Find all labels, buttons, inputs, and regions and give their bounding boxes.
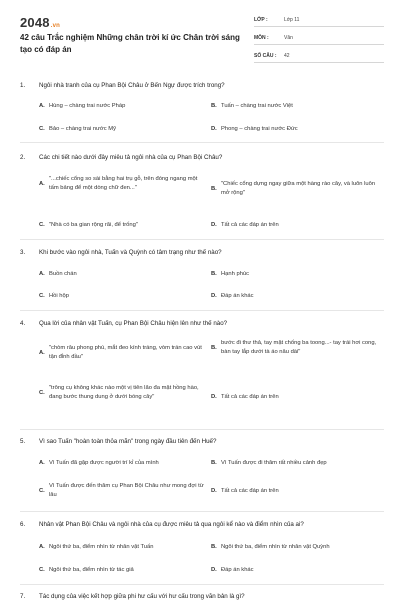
meta-panel — [254, 13, 384, 67]
meta-row-class — [254, 13, 384, 27]
meta-key: SỐ CÂU : — [254, 52, 277, 59]
option-c[interactable]: C. "Nhà có ba gian rộng rãi, để trống" — [39, 222, 138, 228]
option-a[interactable]: A. Hùng – chàng trai nước Pháp — [39, 103, 126, 109]
question-5: 5. Vì sao Tuấn "hoàn toàn thỏa mãn" trong ngày đầu tiên đến Huế? — [20, 438, 217, 445]
question-4: 4. Qua lời của nhân vật Tuấn, cụ Phan Bội Châu hiện lên như thế nào? — [20, 320, 228, 327]
option-d[interactable]: D. Phong – chàng trai nước Đức — [211, 126, 298, 132]
option-a[interactable]: A. "...chiếc cổng so sài bằng hai trụ gỗ, trên đóng ngang một tấm bảng để một dòng chữ đen..." — [39, 176, 198, 191]
option-c[interactable]: C. Vì Tuấn được đến thăm cụ Phan Bội Châu như mong đợi từ lâu — [39, 483, 204, 498]
meta-value: Văn — [284, 34, 293, 41]
option-d[interactable]: D. Tất cả các đáp án trên — [211, 222, 279, 228]
site-logo[interactable]: 2048.vn — [20, 15, 61, 30]
option-a[interactable]: A. Vì Tuấn đã gặp được người trí kỉ của mình — [39, 460, 159, 466]
option-b[interactable]: B. Tuấn – chàng trai nước Việt — [211, 103, 293, 109]
option-d[interactable]: D. Tất cả các đáp án trên — [211, 394, 279, 400]
meta-key: LỚP : — [254, 16, 268, 23]
question-3: 3. Khi bước vào ngôi nhà, Tuấn và Quỳnh có tâm trạng như thế nào? — [20, 249, 222, 256]
meta-row-count — [254, 49, 384, 63]
option-b[interactable]: B. Ngôi thứ ba, điểm nhìn từ nhân vật Quỳnh — [211, 544, 330, 550]
divider — [20, 584, 384, 585]
divider — [20, 429, 384, 430]
meta-row-subject — [254, 31, 384, 45]
option-b[interactable]: B. Vì Tuấn được đi thăm rất nhiều cảnh đẹp — [211, 460, 327, 466]
option-a[interactable]: A. Buồn chán — [39, 271, 77, 277]
option-a[interactable]: A. "chòm râu phong phú, mắt đeo kính tráng, vòm trán cao vút tận đỉnh đầu" — [39, 345, 202, 360]
divider — [20, 239, 384, 240]
option-c[interactable]: C. "trông cụ không khác nào một vị tiên lão đa mặt hồng hào, đang bước thung dung ở dưới bóng cây" — [39, 385, 199, 400]
divider — [20, 310, 384, 311]
question-2: 2. Các chi tiết nào dưới đây miêu tả ngôi nhà của cụ Phan Bội Châu? — [20, 154, 223, 161]
question-1: 1. Ngôi nhà tranh của cụ Phan Bội Châu ở Bến Ngự được trích trong? — [20, 82, 225, 89]
option-a[interactable]: A. Ngôi thứ ba, điểm nhìn từ nhân vật Tuấn — [39, 544, 154, 550]
option-c[interactable]: C. Hồi hộp — [39, 293, 69, 299]
page-title: 42 câu Trắc nghiệm Những chân trời kí ức Chân trời sáng tạo có đáp án — [20, 33, 240, 54]
question-7: 7. Tác dụng của việc kết hợp giữa phi hư cấu với hư cấu trong văn bản là gì? — [20, 593, 245, 600]
meta-value: 42 — [284, 52, 290, 59]
option-d[interactable]: D. Tất cả các đáp án trên — [211, 488, 279, 494]
meta-value: Lớp 11 — [284, 16, 300, 23]
option-d[interactable]: D. Đáp án khác — [211, 293, 254, 299]
option-c[interactable]: C. Ngôi thứ ba, điểm nhìn từ tác giả — [39, 567, 134, 573]
option-b[interactable]: B. "Chiếc cổng dựng ngay giữa một hàng rào cây, và luôn luôn mở rộng" — [211, 181, 376, 196]
question-6: 6. Nhân vật Phan Bội Châu và ngôi nhà của cụ được miêu tả qua ngôi kể nào và điểm nhìn của ai? — [20, 521, 304, 528]
option-b[interactable]: B. bước đi thư thả, tay mặt chống ba toong...- tay trái hơi cong, bàn tay lắp dưới tà áo nâu dài" — [211, 340, 377, 355]
divider — [20, 511, 384, 512]
meta-key: MÔN : — [254, 34, 269, 41]
option-d[interactable]: D. Đáp án khác — [211, 567, 254, 573]
divider — [20, 142, 384, 143]
option-c[interactable]: C. Bảo – chàng trai nước Mỹ — [39, 126, 116, 132]
option-b[interactable]: B. Hạnh phúc — [211, 271, 250, 277]
